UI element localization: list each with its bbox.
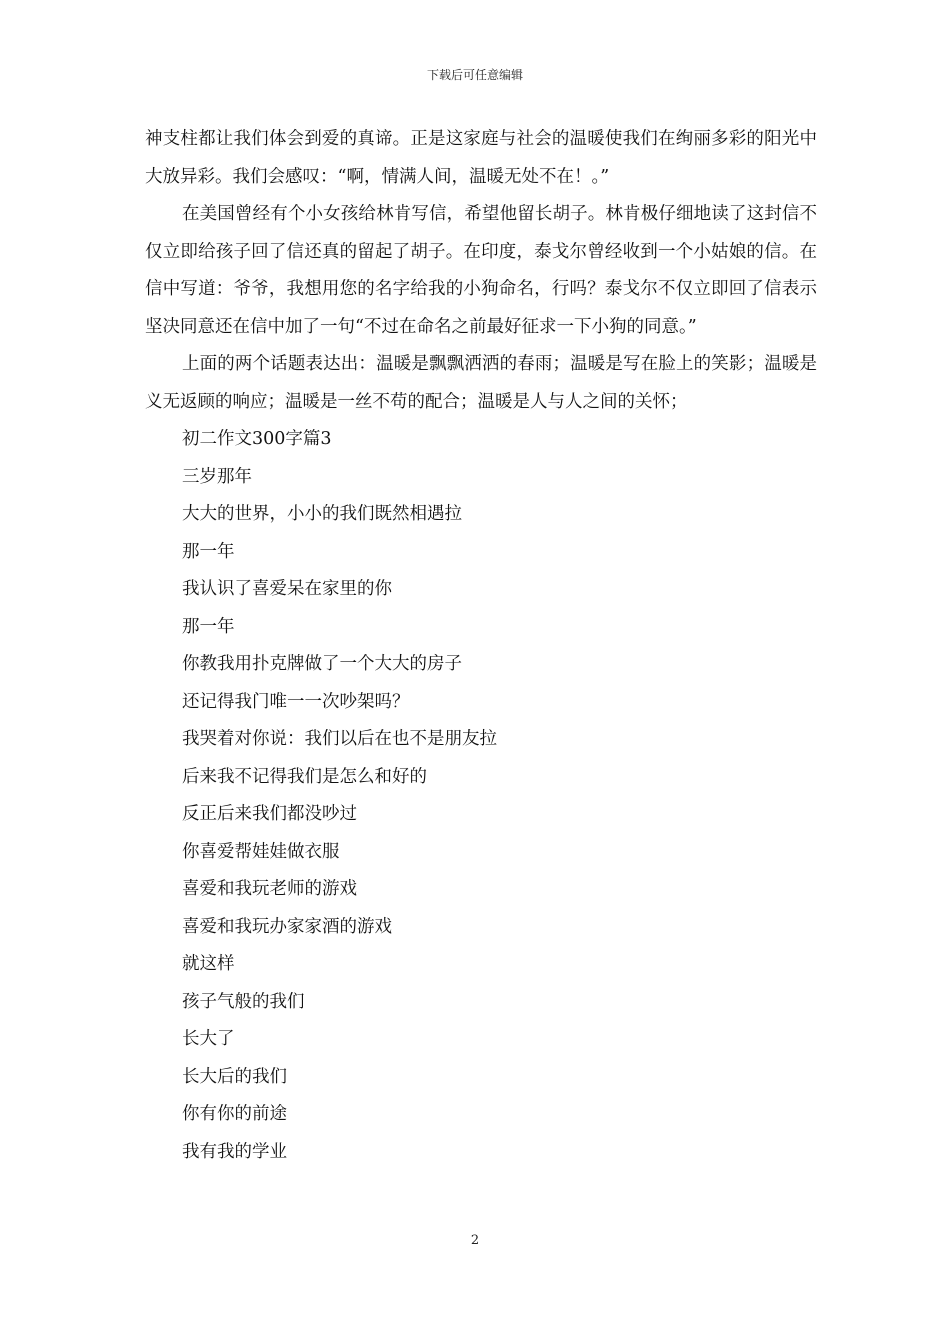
poem-line: 三岁那年 [182,466,252,487]
page-number: 2 [470,1233,480,1248]
poem-line: 你喜爱帮娃娃做衣服 [182,841,340,862]
paragraph: 在美国曾经有个小女孩给林肯写信，希望他留长胡子。林肯极仔细地读了这封信不仅立即给孩子回了信还真的留起了胡子。在印度，泰戈尔曾经收到一个小姑娘的信。在信中写道：爷爷，我想用您的名字给我的小狗命名，行吗？泰戈尔不仅立即回了信表示坚决同意还在信中加了一句“不过在命名之前最好征求一下小狗的同意。” [145,204,817,337]
poem-line: 后来我不记得我们是怎么和好的 [182,766,427,787]
poem-line: 喜爱和我玩办家家酒的游戏 [182,916,392,937]
poem-line: 你有你的前途 [182,1104,287,1124]
poem-line: 我认识了喜爱呆在家里的你 [182,579,392,599]
poem-line: 我哭着对你说：我们以后在也不是朋友拉 [182,729,497,749]
document-body [145,121,817,1171]
poem-line: 反正后来我们都没吵过 [182,804,357,824]
poem-line: 长大了 [182,1029,235,1049]
essay-title: 初二作文300字篇3 [182,429,332,449]
poem-line: 就这样 [182,954,235,974]
poem-line: 那一年 [182,616,235,637]
page-header: 下载后可任意编辑 [426,68,523,82]
poem-line: 还记得我门唯一一次吵架吗？ [182,691,410,712]
poem-line: 我有我的学业 [182,1141,287,1162]
poem-line: 长大后的我们 [182,1066,287,1087]
poem-line: 你教我用扑克牌做了一个大大的房子 [182,654,462,674]
paragraph: 上面的两个话题表达出：温暖是飘飘洒洒的春雨；温暖是写在脸上的笑影；温暖是义无返顾的响应；温暖是一丝不苟的配合；温暖是人与人之间的关怀； [145,354,817,412]
poem-line: 喜爱和我玩老师的游戏 [182,879,357,899]
paragraph: 神支柱都让我们体会到爱的真谛。正是这家庭与社会的温暖使我们在绚丽多彩的阳光中大放异彩。我们会感叹：“啊，情满人间，温暖无处不在！。” [145,129,817,187]
poem-line: 孩子气般的我们 [182,991,305,1012]
poem-line: 那一年 [182,541,235,562]
poem-line: 大大的世界，小小的我们既然相遇拉 [182,504,462,524]
